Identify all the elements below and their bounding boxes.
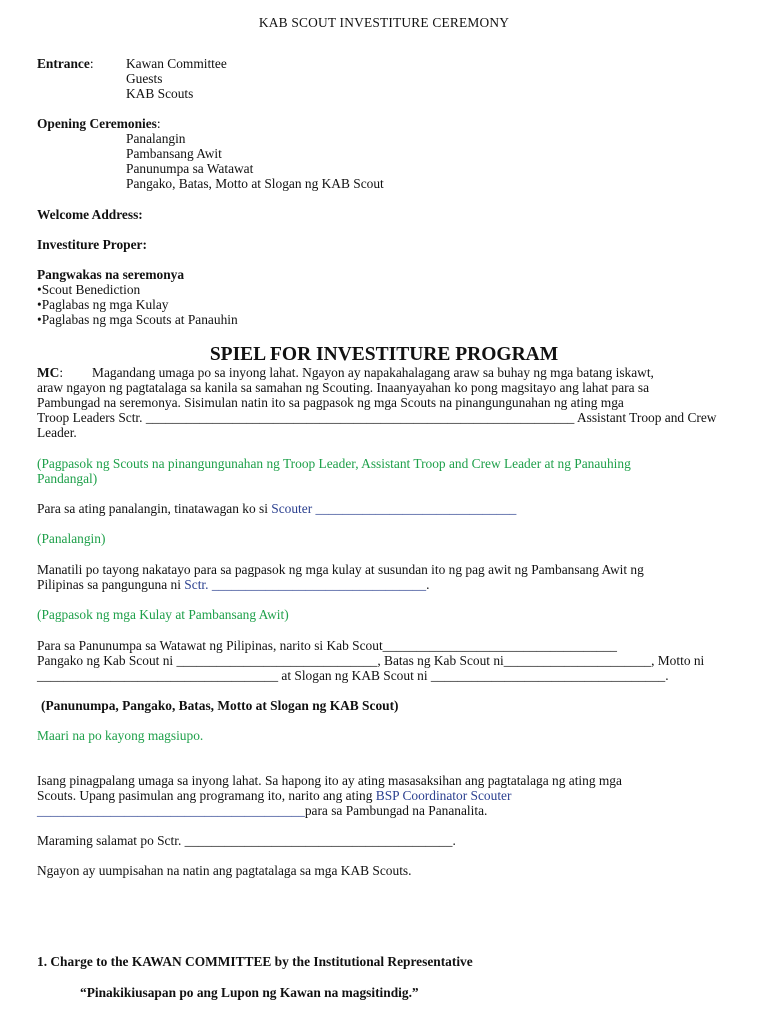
afternoon-line: Scouts. Upang pasimulan ang programang ito, narito ang ating BSP Coordinator Scouter (37, 788, 512, 803)
prayer-scouter: Scouter ______________________________ (271, 501, 517, 516)
cue-pledge: (Panunumpa, Pangako, Batas, Motto at Slogan ng KAB Scout) (41, 698, 399, 713)
cue-entrance: Pandangal) (37, 471, 98, 486)
opening-item: Panalangin (126, 131, 186, 146)
section1-heading: 1. Charge to the KAWAN COMMITTEE by the Institutional Representative (37, 954, 473, 969)
closing-item: •Paglabas ng mga Scouts at Panauhin (37, 312, 238, 327)
opening-item: Panunumpa sa Watawat (126, 161, 254, 176)
cue-entrance: (Pagpasok ng Scouts na pinangungunahan ng Troop Leader, Assistant Troop and Crew Leader at ng Panauhing (37, 456, 631, 471)
welcome-label: Welcome Address: (37, 207, 143, 222)
document-title: KAB SCOUT INVESTITURE CEREMONY (258, 15, 510, 30)
cue-colors: (Pagpasok ng mga Kulay at Pambansang Awit) (37, 607, 289, 622)
cue-sit: Maari na po kayong magsiupo. (37, 728, 204, 743)
prayer-line: Para sa ating panalangin, tinatawagan ko si Scouter ______________________________ (37, 501, 517, 516)
investiture-label: Investiture Proper: (37, 237, 147, 252)
mc-line: Leader. (37, 425, 77, 440)
coordinator-scouter: BSP Coordinator Scouter (375, 788, 512, 803)
begin-line: Ngayon ay uumpisahan na natin ang pagtatalaga sa mga KAB Scouts. (37, 863, 412, 878)
entrance-item: KAB Scouts (126, 86, 194, 101)
closing-item: •Scout Benediction (37, 282, 141, 297)
spiel-heading: SPIEL FOR INVESTITURE PROGRAM (209, 344, 559, 365)
pledge-line: Para sa Panunumpa sa Watawat ng Pilipinas, narito si Kab Scout___________________________________ (37, 638, 617, 653)
entrance-item: Kawan Committee (126, 56, 227, 71)
colors-line: Pilipinas sa pangunguna ni Sctr. ________________________________. (37, 577, 430, 592)
afternoon-line: Isang pinagpalang umaga sa inyong lahat. Sa hapong ito ay ating masasaksihan ang pagtatalaga ng ating mga (37, 773, 622, 788)
pledge-line: ____________________________________ at Slogan ng KAB Scout ni ___________________________________. (37, 668, 669, 683)
afternoon-line: ________________________________________para sa Pambungad na Pananalita. (37, 803, 488, 818)
opening-item: Pangako, Batas, Motto at Slogan ng KAB Scout (126, 176, 384, 191)
mc-line: Troop Leaders Sctr. ________________________________________________________________ Assistant Troop and Crew (37, 410, 717, 425)
mc-line: Pambungad na seremonya. Sisimulan natin ito sa pagpasok ng mga Scouts na pinangungunahan ng ating mga (37, 395, 624, 410)
coordinator-blank: ________________________________________ (37, 803, 305, 818)
mc-line: araw ngayon ng pagtatalaga sa kanila sa samahan ng Scouting. Inaanyayahan ko pong magsitayo ang lahat para sa (37, 380, 650, 395)
pledge-line: Pangako ng Kab Scout ni ______________________________, Batas ng Kab Scout ni______________________, Motto ni (37, 653, 705, 668)
opening-label: Opening Ceremonies: (37, 116, 161, 131)
mc-line: MC: Magandang umaga po sa inyong lahat. Ngayon ay napakahalagang araw sa buhay ng mga batang iskawt, (37, 365, 654, 380)
entrance-label: Entrance: (37, 56, 94, 71)
opening-item: Pambansang Awit (126, 146, 222, 161)
closing-label: Pangwakas na seremonya (37, 267, 185, 282)
section1-quote: “Pinakikiusapan po ang Lupon ng Kawan na magsitindig.” (80, 985, 419, 1000)
thanks-line: Maraming salamat po Sctr. ________________________________________. (37, 833, 456, 848)
colors-line: Manatili po tayong nakatayo para sa pagpasok ng mga kulay at susundan ito ng pag awit ng Pambansang Awit ng (37, 562, 644, 577)
colors-scouter: Sctr. ________________________________ (184, 577, 427, 592)
mc-label: MC (37, 365, 60, 380)
closing-item: •Paglabas ng mga Kulay (37, 297, 169, 312)
cue-prayer: (Panalangin) (37, 531, 106, 546)
entrance-item: Guests (126, 71, 163, 86)
